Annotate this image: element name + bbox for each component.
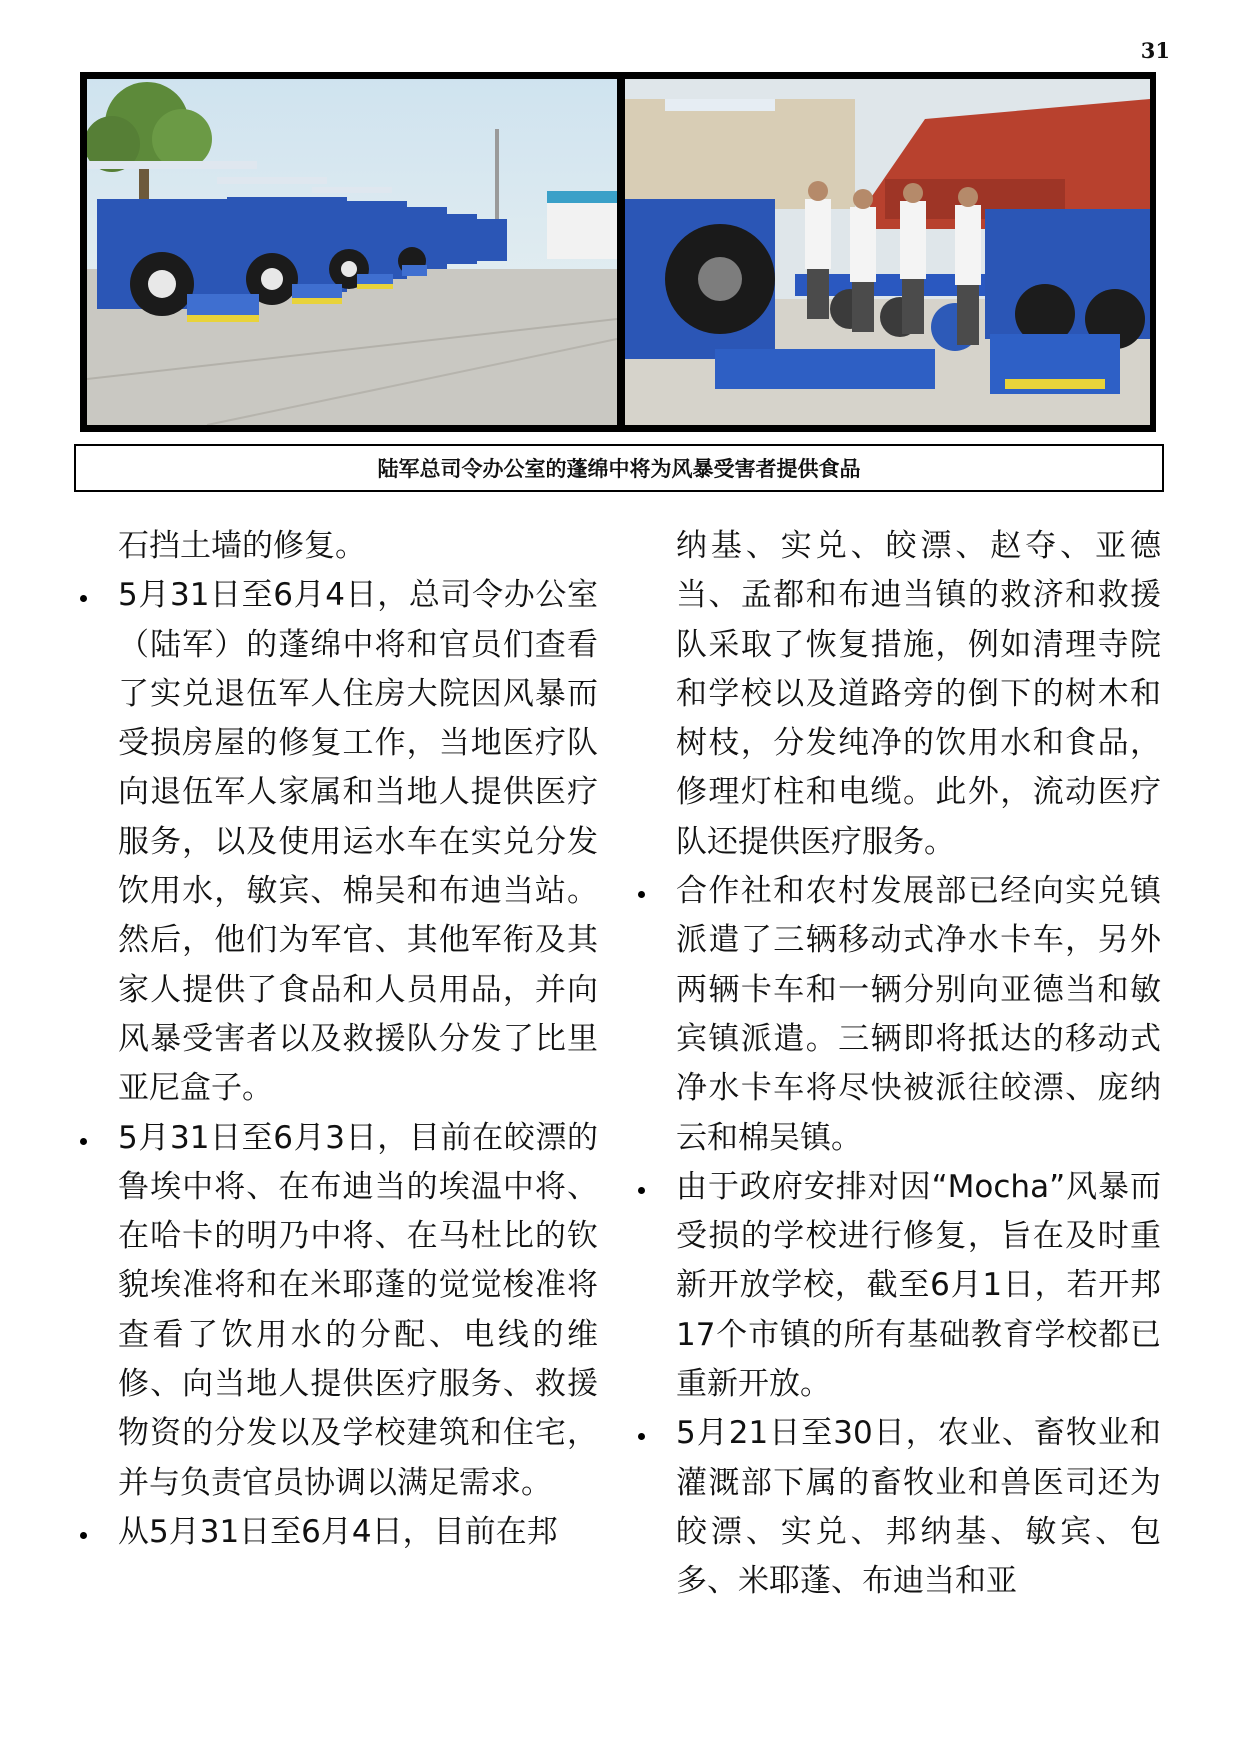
tractors-row-photo [87,79,617,425]
photo-strip [80,72,1156,432]
bullet-item: 5月31日至6月4日，总司令办公室（陆军）的蓬绵中将和官员们查看了实兑退伍军人住房大院因风暴而受损房屋的修复工作，当地医疗队向退伍军人家属和当地人提供医疗服务，以及使用运水车在实兑分发饮用水，敏宾、棉吴和布迪当站。然后，他们为军官、其他军衔及其家人提供了食品和人员用品，并向风暴受害者以及救援队分发了比里亚尼盒子。 [68,571,598,1113]
left-column [68,522,598,1557]
photo-caption: 陆军总司令办公室的蓬绵中将为风暴受害者提供食品 [74,444,1164,492]
bullet-item: 由于政府安排对因“Mocha”风暴而受损的学校进行修复，旨在及时重新开放学校，截至6月1日，若开邦17个市镇的所有基础教育学校都已重新开放。 [626,1163,1161,1409]
paragraph-continued: 石挡土墙的修复。 [118,528,366,564]
bullet-item: 合作社和农村发展部已经向实兑镇派遣了三辆移动式净水卡车，另外两辆卡车和一辆分别向亚德当和敏宾镇派遣。三辆即将抵达的移动式净水卡车将尽快被派往皎漂、庞纳云和棉吴镇。 [626,867,1161,1163]
page-number: 31 [1140,38,1170,63]
right-column [626,522,1161,1607]
bullet-item: 5月21日至30日，农业、畜牧业和灌溉部下属的畜牧业和兽医司还为皎漂、实兑、邦纳基、敏宾、包多、米耶蓬、布迪当和亚 [626,1409,1161,1606]
bullet-item: 5月31日至6月3日，目前在皎漂的鲁埃中将、在布迪当的埃温中将、在哈卡的明乃中将、在马杜比的钦貌埃准将和在米耶蓬的觉觉梭准将查看了饮用水的分配、电线的维修、向当地人提供医疗服务、救援物资的分发以及学校建筑和住宅，并与负责官员协调以满足需求。 [68,1114,598,1508]
officials-inspecting-tractors-photo [625,79,1150,425]
paragraph-continued: 纳基、实兑、皎漂、赵夺、亚德当、孟都和布迪当镇的救济和救援队采取了恢复措施，例如清理寺院和学校以及道路旁的倒下的树木和树枝，分发纯净的饮用水和食品，修理灯柱和电缆。此外，流动医疗队还提供医疗服务。 [676,528,1161,860]
bullet-item: 从5月31日至6月4日，目前在邦 [68,1508,598,1557]
